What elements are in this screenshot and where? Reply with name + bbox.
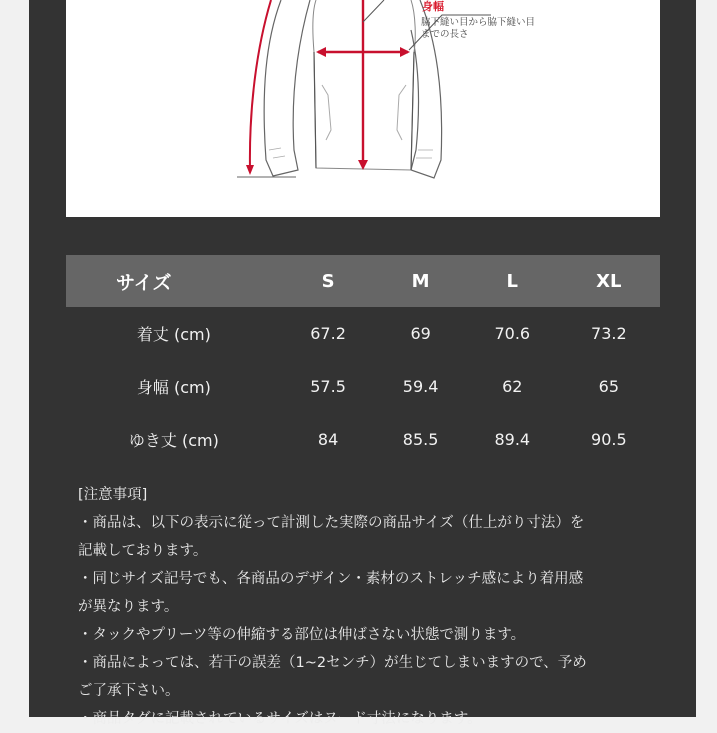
callout-description <box>421 17 601 41</box>
callout-line: 脇下縫い目から脇下縫い目 <box>421 17 536 28</box>
size-header-s: S <box>282 255 375 307</box>
cell-value: 85.5 <box>402 430 439 449</box>
cell-value: 69 <box>410 324 431 343</box>
row-label: ゆき丈 (cm) <box>128 431 219 450</box>
callout-title: 身幅 <box>422 0 444 13</box>
row-label: 身幅 (cm) <box>136 378 211 397</box>
cell-value: 70.6 <box>494 324 531 343</box>
cell-value: 67.2 <box>310 324 346 343</box>
size-header-xl: XL <box>558 255 660 307</box>
cell-value: 84 <box>317 430 339 449</box>
cell-value: 65 <box>598 377 620 396</box>
notes-line: ・商品によっては、若干の誤差（1~2センチ）が生じてしまいますので、予め <box>78 655 587 671</box>
size-header-label: サイズ <box>66 255 282 307</box>
cell-value: 59.4 <box>402 377 439 396</box>
notes-line: ・タックやプリーツ等の伸縮する部位は伸ばさない状態で測ります。 <box>78 627 526 643</box>
notes-line: ご了承下さい。 <box>78 683 180 699</box>
size-header-row <box>66 255 660 307</box>
notes-line: ・商品タグに記載されているサイズはヌード寸法になります。 <box>78 711 482 727</box>
notes-title: [注意事項] <box>78 487 148 503</box>
cell-value: 62 <box>502 377 523 396</box>
size-header-m: M <box>374 255 467 307</box>
jacket-measurement-diagram <box>66 0 660 217</box>
notes-line: ・同じサイズ記号でも、各商品のデザイン・素材のストレッチ感により着用感 <box>78 571 584 587</box>
table-row <box>66 360 660 413</box>
notes-line: が異なります。 <box>78 599 179 615</box>
cell-value: 57.5 <box>310 377 346 396</box>
callout-line: までの長さ <box>421 29 469 40</box>
table-row <box>66 307 660 360</box>
notes-line: 記載しております。 <box>78 543 208 559</box>
cell-value: 90.5 <box>591 430 627 449</box>
notes-line: ・商品は、以下の表示に従って計測した実際の商品サイズ（仕上がり寸法）を <box>78 515 585 531</box>
cell-value: 73.2 <box>591 324 627 343</box>
cell-value: 89.4 <box>494 430 531 449</box>
table-row <box>66 413 660 466</box>
notes-section <box>78 481 668 733</box>
size-table <box>66 255 660 466</box>
size-header-l: L <box>467 255 558 307</box>
row-label: 着丈 (cm) <box>136 325 211 344</box>
